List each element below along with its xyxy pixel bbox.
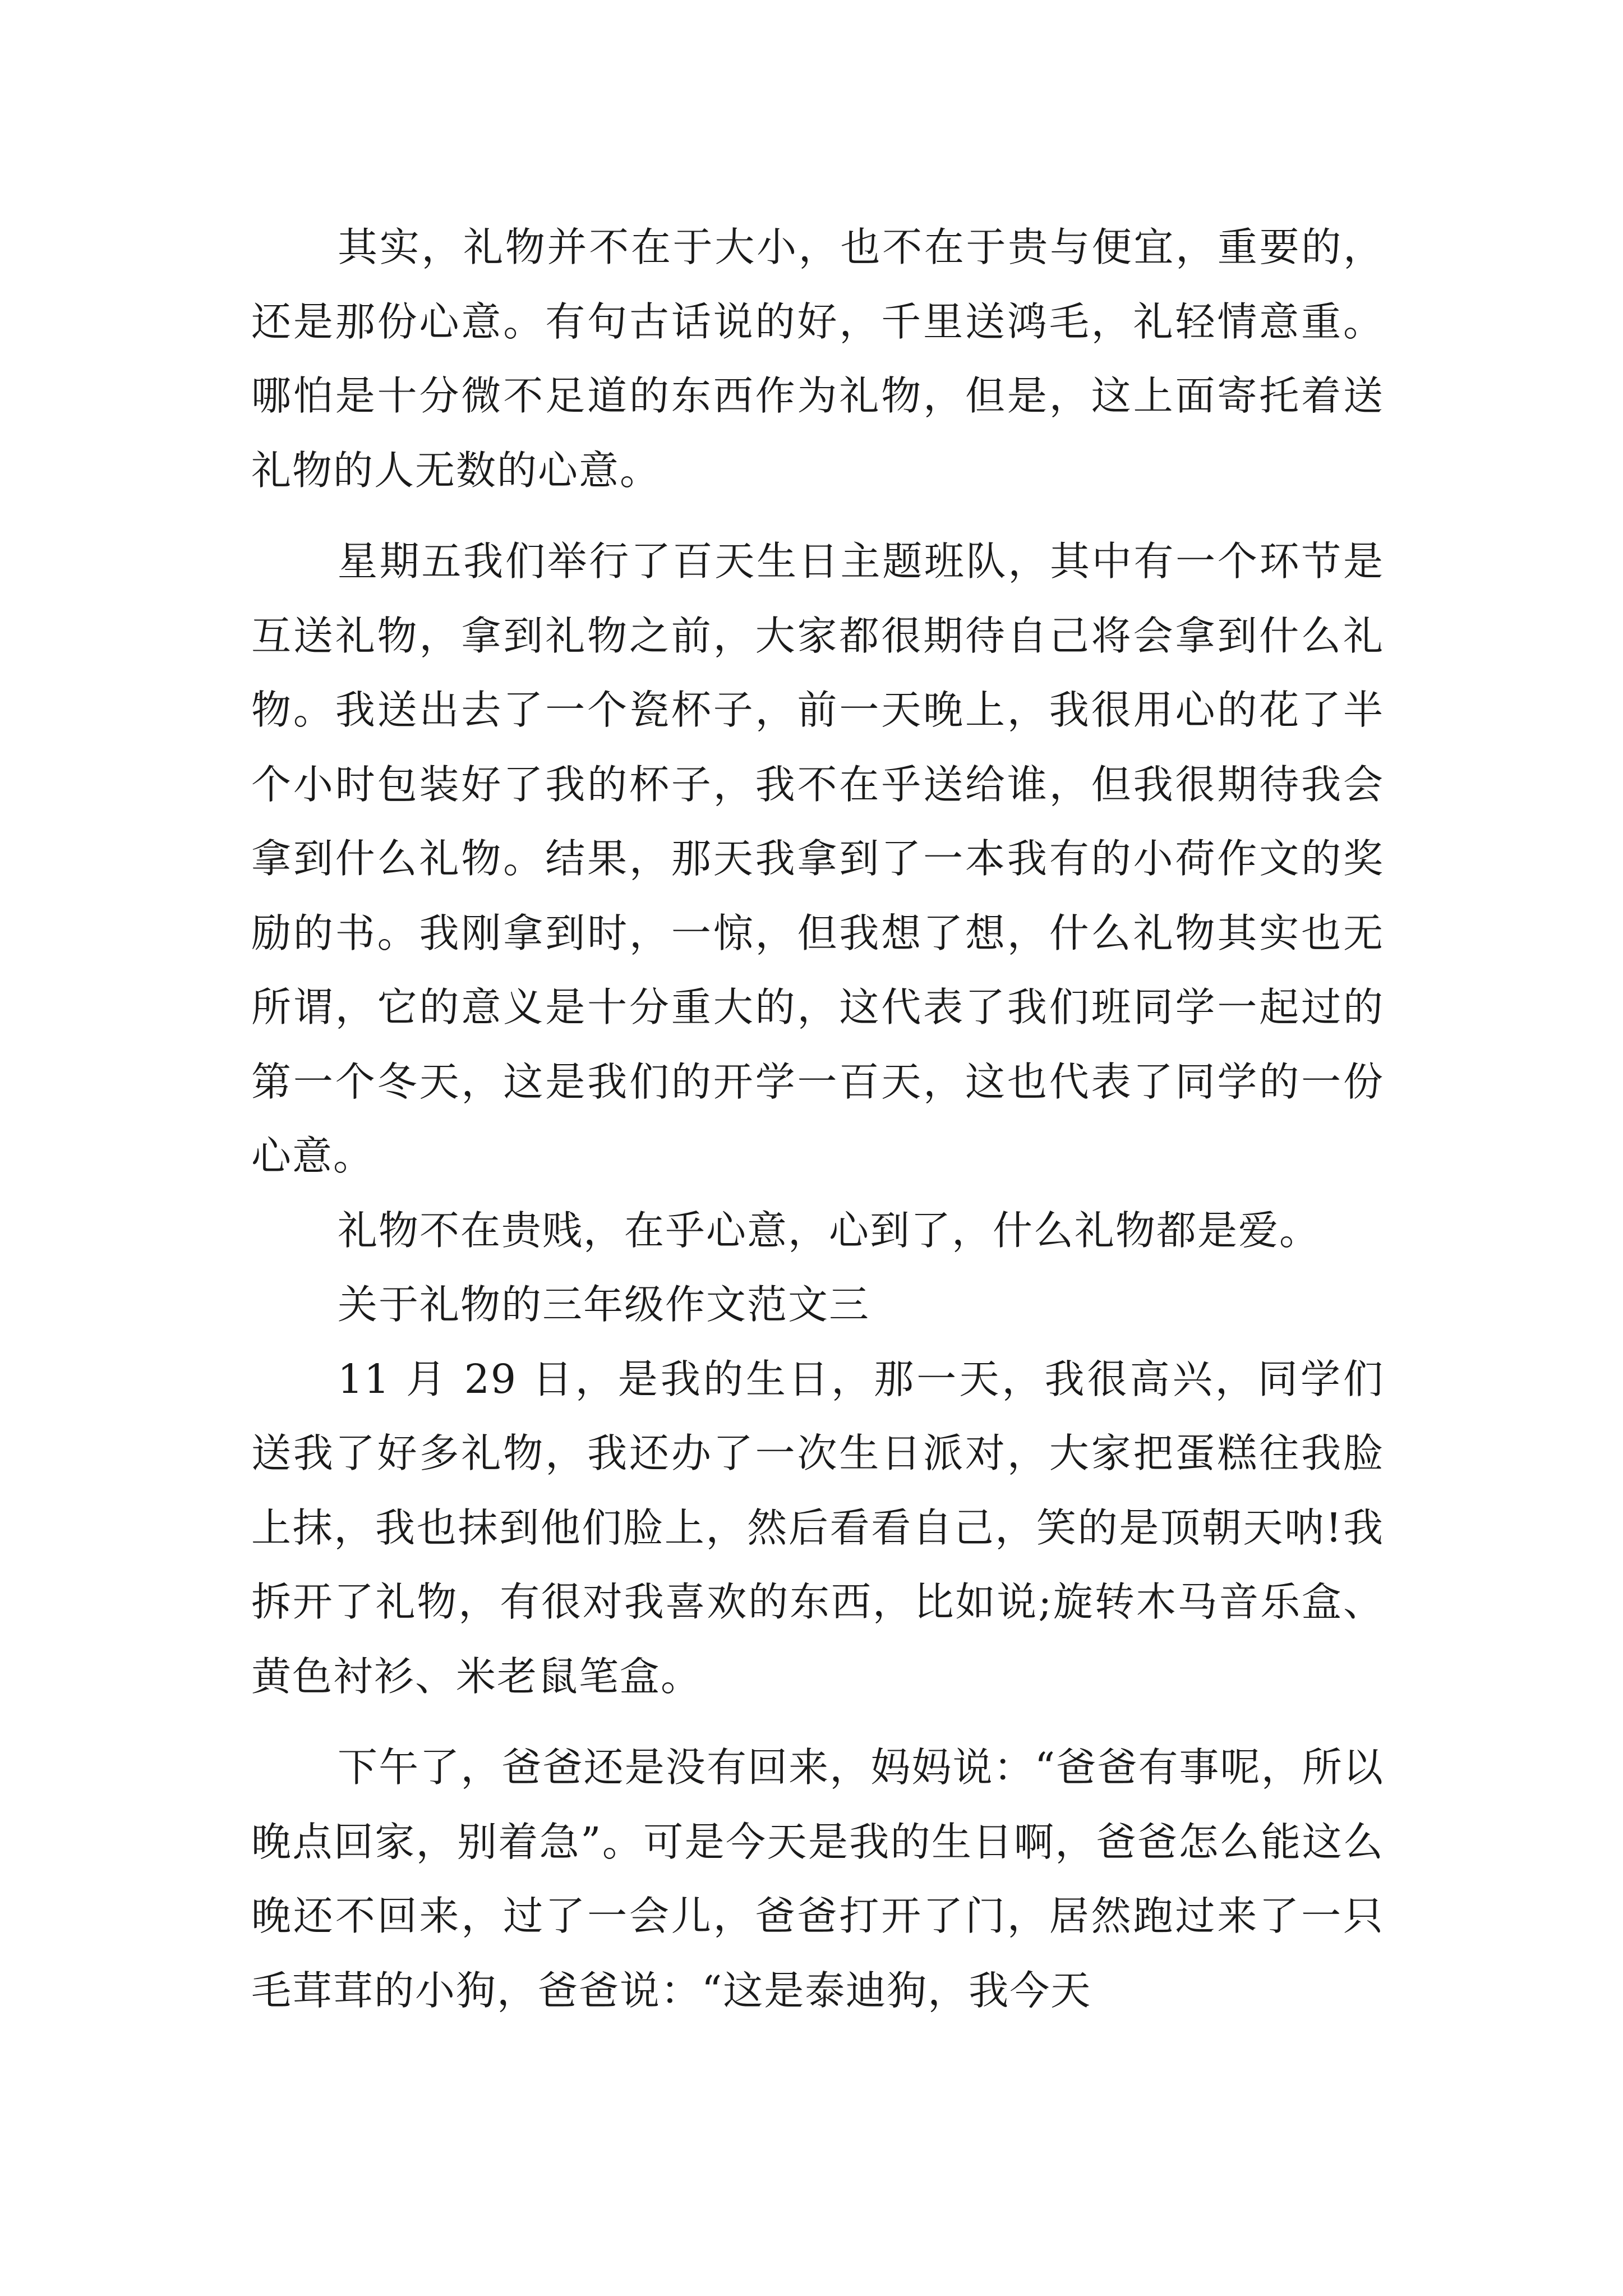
essay-body: [251, 210, 1384, 2028]
paragraph-gift-meaning: 其实，礼物并不在于大小，也不在于贵与便宜，重要的，还是那份心意。有句古话说的好，千里送鸿毛，礼轻情意重。哪怕是十分微不足道的东西作为礼物，但是，这上面寄托着送礼物的人无数的心意。: [251, 224, 1384, 494]
paragraph-conclusion: 礼物不在贵贱，在乎心意，心到了，什么礼物都是爱。: [338, 1207, 1321, 1254]
paragraph-birthday: 11 月 29 日，是我的生日，那一天，我很高兴，同学们送我了好多礼物，我还办了一次生日派对，大家把蛋糕往我脸上抹，我也抹到他们脸上，然后看看自己，笑的是顶朝天呐!我拆开了礼物，有很对我喜欢的东西，比如说;旋转木马音乐盒、黄色衬衫、米老鼠笔盒。: [251, 1355, 1384, 1700]
section-heading: 关于礼物的三年级作文范文三: [338, 1281, 870, 1328]
paragraph-class-event: 星期五我们举行了百天生日主题班队，其中有一个环节是互送礼物，拿到礼物之前，大家都很期待自己将会拿到什么礼物。我送出去了一个瓷杯子，前一天晚上，我很用心的花了半个小时包装好了我的杯子，我不在乎送给谁，但我很期待我会拿到什么礼物。结果，那天我拿到了一本我有的小荷作文的奖励的书。我刚拿到时，一惊，但我想了想，什么礼物其实也无所谓，它的意义是十分重大的，这代表了我们班同学一起过的第一个冬天，这是我们的开学一百天，这也代表了同学的一份心意。: [251, 538, 1384, 1179]
paragraph-afternoon: 下午了，爸爸还是没有回来，妈妈说：“爸爸有事呢，所以晚点回家，别着急”。可是今天是我的生日啊，爸爸怎么能这么晚还不回来，过了一会儿，爸爸打开了门，居然跑过来了一只毛茸茸的小狗，爸爸说：“这是泰迪狗，我今天: [251, 1744, 1384, 2014]
